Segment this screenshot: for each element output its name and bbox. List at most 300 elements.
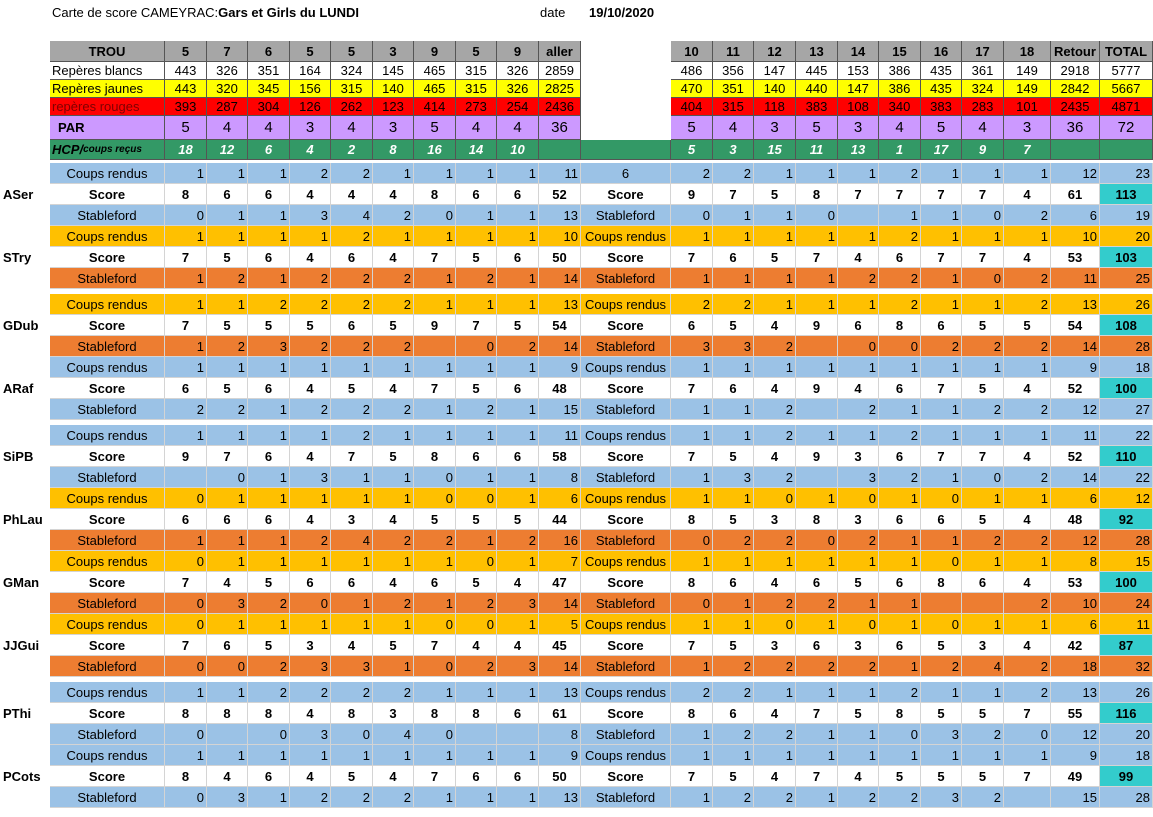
coups-value: 1: [754, 163, 796, 184]
stableford-total: 28: [1100, 530, 1153, 551]
coups-value: 1: [796, 614, 838, 635]
score-value: 4: [838, 247, 879, 268]
score-value: 4: [373, 766, 414, 787]
coups-value: 1: [1004, 551, 1051, 572]
stableford-value: 1: [165, 336, 207, 357]
coups-value: 1: [207, 226, 248, 247]
player-gap: [0, 163, 50, 184]
coups-value: 0: [838, 614, 879, 635]
coups-value: 1: [373, 745, 414, 766]
stableford-value: 2: [207, 268, 248, 289]
coups-retour: 12: [1051, 163, 1100, 184]
score-value: 6: [497, 184, 539, 205]
player-name: SiPB: [3, 449, 34, 464]
coups-value: 2: [1004, 294, 1051, 315]
stableford-value: 3: [207, 787, 248, 808]
stableford-value: 2: [754, 530, 796, 551]
coups-value: 1: [248, 745, 290, 766]
stableford-value: 0: [207, 656, 248, 677]
score-value: 6: [497, 766, 539, 787]
score-label: Score: [50, 446, 165, 467]
reperes-value: 156: [290, 80, 331, 98]
stableford-value: 1: [879, 530, 921, 551]
score-value: 5: [838, 572, 879, 593]
stableford-value: 1: [754, 268, 796, 289]
stableford-value: 2: [331, 399, 373, 420]
stableford-value: 2: [290, 336, 331, 357]
score-aller: 48: [539, 378, 581, 399]
coups-value: 1: [373, 614, 414, 635]
coups-value: 1: [497, 226, 539, 247]
reperes-value: 118: [754, 98, 796, 116]
player-total-score: 103: [1100, 247, 1153, 268]
stableford-value: 2: [1004, 336, 1051, 357]
score-value: 6: [713, 703, 754, 724]
reperes-value: 383: [921, 98, 962, 116]
par-value: 3: [290, 116, 331, 140]
coups-value: 2: [671, 163, 713, 184]
coups-value: 1: [1004, 425, 1051, 446]
score-value: 3: [290, 635, 331, 656]
score-aller: 52: [539, 184, 581, 205]
stableford-value: 0: [331, 724, 373, 745]
score-value: 6: [331, 315, 373, 336]
score-value: 5: [838, 703, 879, 724]
score-value: 4: [456, 635, 497, 656]
score-value: 7: [838, 184, 879, 205]
score-value: 9: [796, 378, 838, 399]
score-value: 4: [1004, 378, 1051, 399]
score-value: 6: [921, 315, 962, 336]
score-value: 7: [796, 247, 838, 268]
coups-value: 1: [331, 357, 373, 378]
stableford-aller: 8: [539, 467, 581, 488]
score-retour: 52: [1051, 378, 1100, 399]
coups-retour: 13: [1051, 682, 1100, 703]
title-prefix: Carte de score CAMEYRAC:: [52, 5, 219, 20]
score-value: 8: [879, 315, 921, 336]
coups-value: 1: [796, 226, 838, 247]
hcp-value: 4: [290, 140, 331, 160]
stableford-value: 1: [796, 787, 838, 808]
reperes-value: 383: [796, 98, 838, 116]
coups-retour: 11: [1051, 425, 1100, 446]
coups-value: 2: [290, 294, 331, 315]
coups-value: 1: [497, 745, 539, 766]
coups-value: 1: [962, 614, 1004, 635]
par-value: 3: [1004, 116, 1051, 140]
coups-value: 1: [207, 357, 248, 378]
title-name: Gars et Girls du LUNDI: [218, 5, 360, 20]
coups-value: 2: [290, 163, 331, 184]
coups-value: 1: [456, 425, 497, 446]
score-value: 6: [165, 378, 207, 399]
stableford-retour: 10: [1051, 593, 1100, 614]
reperes-value: 123: [373, 98, 414, 116]
header-hole-6: 3: [373, 41, 414, 62]
coups-label: Coups rendus: [50, 745, 165, 766]
stableford-value: 3: [713, 336, 754, 357]
player-gap: [0, 614, 50, 635]
coups-value: 1: [248, 614, 290, 635]
stableford-value: 2: [207, 336, 248, 357]
stableford-mid-label: Stableford: [581, 336, 671, 357]
stableford-value: 0: [1004, 724, 1051, 745]
stableford-value: 2: [796, 593, 838, 614]
coups-value: 1: [456, 163, 497, 184]
player-gap: [0, 399, 50, 420]
stableford-value: 3: [290, 656, 331, 677]
coups-value: 1: [838, 163, 879, 184]
header-hole-18: 18: [1004, 41, 1051, 62]
coups-value: 0: [414, 488, 456, 509]
coups-value: 1: [713, 551, 754, 572]
par-value: 5: [796, 116, 838, 140]
stableford-value: [497, 724, 539, 745]
coups-value: 1: [414, 551, 456, 572]
score-value: 7: [671, 247, 713, 268]
score-value: 5: [713, 509, 754, 530]
coups-aller: 9: [539, 357, 581, 378]
stableford-value: 1: [165, 268, 207, 289]
score-value: 6: [713, 378, 754, 399]
score-value: 4: [1004, 572, 1051, 593]
coups-value: 1: [290, 745, 331, 766]
stableford-mid-label: Stableford: [581, 467, 671, 488]
stableford-label: Stableford: [50, 467, 165, 488]
coups-value: 1: [962, 682, 1004, 703]
coups-value: 1: [373, 357, 414, 378]
stableford-value: 3: [207, 593, 248, 614]
reperes-aller: 2436: [539, 98, 581, 116]
par-value: 3: [754, 116, 796, 140]
coups-value: 1: [165, 163, 207, 184]
coups-value: 1: [671, 614, 713, 635]
score-value: 7: [713, 184, 754, 205]
stableford-value: [796, 336, 838, 357]
score-value: 6: [796, 635, 838, 656]
coups-value: 1: [921, 745, 962, 766]
score-value: 4: [1004, 247, 1051, 268]
stableford-value: 0: [207, 467, 248, 488]
score-value: 7: [671, 766, 713, 787]
coups-value: 1: [796, 551, 838, 572]
reperes-value: 386: [879, 80, 921, 98]
stableford-aller: 13: [539, 787, 581, 808]
coups-retour: 6: [1051, 614, 1100, 635]
score-value: 5: [373, 315, 414, 336]
score-value: 8: [165, 766, 207, 787]
stableford-value: 0: [414, 724, 456, 745]
score-value: 8: [456, 703, 497, 724]
score-mid-label: Score: [581, 635, 671, 656]
coups-value: 2: [879, 294, 921, 315]
stableford-value: 2: [962, 336, 1004, 357]
stableford-value: 0: [290, 593, 331, 614]
reperes-value: 108: [838, 98, 879, 116]
date-value: 19/10/2020: [589, 5, 655, 20]
player-gap: [0, 530, 50, 551]
coups-aller: 11: [539, 163, 581, 184]
coups-value: 1: [962, 357, 1004, 378]
coups-aller: 7: [539, 551, 581, 572]
coups-value: 2: [671, 294, 713, 315]
score-value: 8: [165, 184, 207, 205]
reperes-value: 153: [838, 62, 879, 80]
coups-mid: Coups rendus: [581, 551, 671, 572]
coups-value: 2: [331, 682, 373, 703]
stableford-value: 2: [838, 268, 879, 289]
score-value: 8: [921, 572, 962, 593]
coups-value: 1: [671, 357, 713, 378]
score-value: 7: [1004, 766, 1051, 787]
coups-value: 1: [962, 226, 1004, 247]
score-mid-label: Score: [581, 378, 671, 399]
stableford-aller: 14: [539, 268, 581, 289]
score-value: 4: [1004, 509, 1051, 530]
coups-value: 1: [713, 357, 754, 378]
coups-aller: 5: [539, 614, 581, 635]
player-name: ASer: [3, 187, 34, 202]
stableford-value: 2: [248, 593, 290, 614]
stableford-value: 1: [207, 530, 248, 551]
hcp-label-sub: coups reçus: [83, 144, 142, 155]
reperes-total: 4871: [1100, 98, 1153, 116]
stableford-value: 2: [796, 656, 838, 677]
score-value: 7: [414, 247, 456, 268]
coups-value: 1: [838, 357, 879, 378]
stableford-aller: 13: [539, 205, 581, 226]
score-aller: 61: [539, 703, 581, 724]
stableford-value: 1: [331, 467, 373, 488]
stableford-total: 28: [1100, 336, 1153, 357]
coups-value: 1: [796, 488, 838, 509]
reperes-value: 262: [331, 98, 373, 116]
score-value: 6: [879, 635, 921, 656]
score-value: 6: [414, 572, 456, 593]
coups-value: 1: [713, 614, 754, 635]
stableford-label: Stableford: [50, 268, 165, 289]
stableford-value: 1: [754, 205, 796, 226]
coups-aller: 6: [539, 488, 581, 509]
coups-value: 1: [713, 226, 754, 247]
player-gap: [0, 724, 50, 745]
coups-total: 18: [1100, 357, 1153, 378]
player-gap: [0, 682, 50, 703]
coups-value: 1: [207, 163, 248, 184]
score-value: 7: [962, 184, 1004, 205]
coups-total: 15: [1100, 551, 1153, 572]
stableford-value: 2: [1004, 467, 1051, 488]
score-aller: 54: [539, 315, 581, 336]
coups-value: 2: [373, 294, 414, 315]
stableford-value: 1: [414, 268, 456, 289]
reperes-value: 404: [671, 98, 713, 116]
stableford-value: 1: [248, 399, 290, 420]
coups-value: 2: [754, 425, 796, 446]
coups-value: 0: [414, 614, 456, 635]
coups-total: 11: [1100, 614, 1153, 635]
score-value: 6: [497, 247, 539, 268]
stableford-value: 0: [165, 787, 207, 808]
hcp-value: 13: [838, 140, 879, 160]
score-value: 5: [713, 766, 754, 787]
coups-value: 1: [962, 488, 1004, 509]
reperes-value: 126: [290, 98, 331, 116]
reperes-value: 486: [671, 62, 713, 80]
coups-value: 2: [1004, 682, 1051, 703]
score-value: 5: [373, 635, 414, 656]
par-value: 4: [879, 116, 921, 140]
stableford-value: [165, 467, 207, 488]
stableford-value: [838, 205, 879, 226]
score-value: 4: [754, 572, 796, 593]
stableford-value: 0: [879, 336, 921, 357]
coups-value: 1: [754, 551, 796, 572]
score-value: 5: [754, 247, 796, 268]
coups-value: 1: [671, 488, 713, 509]
score-value: 5: [248, 315, 290, 336]
score-value: 4: [290, 509, 331, 530]
coups-value: 1: [165, 745, 207, 766]
coups-value: 1: [1004, 357, 1051, 378]
score-label: Score: [50, 509, 165, 530]
score-value: 6: [165, 509, 207, 530]
score-value: 5: [207, 378, 248, 399]
reperes-value: 140: [754, 80, 796, 98]
stableford-value: 2: [248, 656, 290, 677]
hcp-value: 1: [879, 140, 921, 160]
par-value: 3: [373, 116, 414, 140]
coups-value: 1: [1004, 488, 1051, 509]
coups-value: 1: [331, 551, 373, 572]
coups-value: 1: [879, 745, 921, 766]
stableford-value: 2: [754, 336, 796, 357]
par-value: 4: [962, 116, 1004, 140]
score-value: 7: [414, 766, 456, 787]
header-hole-8: 5: [456, 41, 497, 62]
coups-value: 0: [456, 551, 497, 572]
stableford-value: 3: [497, 656, 539, 677]
coups-value: 1: [921, 226, 962, 247]
coups-value: 1: [456, 226, 497, 247]
coups-value: 2: [331, 294, 373, 315]
score-value: 6: [879, 378, 921, 399]
stableford-value: 2: [879, 787, 921, 808]
score-value: 5: [713, 315, 754, 336]
coups-value: 1: [207, 551, 248, 572]
coups-label: Coups rendus: [50, 551, 165, 572]
score-value: 8: [207, 703, 248, 724]
stableford-value: 3: [290, 467, 331, 488]
stableford-value: 0: [165, 724, 207, 745]
player-gap: [0, 425, 50, 446]
score-mid-label: Score: [581, 184, 671, 205]
stableford-value: 0: [671, 593, 713, 614]
hcp-value: 3: [713, 140, 754, 160]
stableford-value: 1: [671, 467, 713, 488]
score-label: Score: [50, 184, 165, 205]
coups-mid: Coups rendus: [581, 682, 671, 703]
reperes-retour: 2842: [1051, 80, 1100, 98]
stableford-value: 2: [456, 656, 497, 677]
player-gap: [0, 551, 50, 572]
coups-label: Coups rendus: [50, 682, 165, 703]
reperes-value: 149: [1004, 62, 1051, 80]
score-value: 7: [921, 446, 962, 467]
stableford-value: 0: [962, 205, 1004, 226]
coups-value: 2: [713, 682, 754, 703]
par-value: 4: [248, 116, 290, 140]
stableford-value: 0: [414, 656, 456, 677]
stableford-value: 2: [373, 530, 414, 551]
stableford-value: 2: [921, 336, 962, 357]
player-total-score: 87: [1100, 635, 1153, 656]
hcp-value: 11: [796, 140, 838, 160]
reperes-value: 435: [921, 62, 962, 80]
hcp-value: 18: [165, 140, 207, 160]
coups-value: 0: [456, 614, 497, 635]
stableford-value: 2: [713, 724, 754, 745]
hcp-label-main: HCP/: [52, 142, 84, 157]
coups-value: 1: [248, 551, 290, 572]
hcp-total: [1100, 140, 1153, 160]
hcp-value: 12: [207, 140, 248, 160]
score-value: 8: [879, 703, 921, 724]
reperes-value: 393: [165, 98, 207, 116]
score-value: 3: [838, 635, 879, 656]
reperes-total: 5777: [1100, 62, 1153, 80]
stableford-value: 2: [713, 656, 754, 677]
player-gap: [0, 787, 50, 808]
player-total-score: 92: [1100, 509, 1153, 530]
score-label: Score: [50, 635, 165, 656]
coups-total: 23: [1100, 163, 1153, 184]
coups-value: 1: [796, 163, 838, 184]
coups-value: 1: [921, 163, 962, 184]
stableford-value: 1: [838, 593, 879, 614]
stableford-value: 2: [962, 399, 1004, 420]
coups-mid: Coups rendus: [581, 425, 671, 446]
score-value: 7: [921, 184, 962, 205]
coups-value: 1: [373, 551, 414, 572]
coups-retour: 8: [1051, 551, 1100, 572]
stableford-aller: 8: [539, 724, 581, 745]
player-gap: [0, 294, 50, 315]
stableford-value: 4: [962, 656, 1004, 677]
stableford-value: 3: [921, 724, 962, 745]
coups-value: 1: [414, 357, 456, 378]
score-mid-label: Score: [581, 766, 671, 787]
score-value: 9: [671, 184, 713, 205]
stableford-value: 1: [414, 787, 456, 808]
reperes-value: 283: [962, 98, 1004, 116]
reperes-value: 443: [165, 80, 207, 98]
coups-value: 1: [497, 294, 539, 315]
score-value: 7: [165, 635, 207, 656]
stableford-value: 2: [962, 724, 1004, 745]
stableford-value: 1: [497, 787, 539, 808]
score-value: 3: [838, 509, 879, 530]
score-value: 6: [248, 446, 290, 467]
stableford-mid-label: Stableford: [581, 268, 671, 289]
score-value: 4: [290, 766, 331, 787]
stableford-value: 2: [921, 656, 962, 677]
coups-value: 1: [838, 294, 879, 315]
coups-value: 1: [713, 488, 754, 509]
reperes-value: 140: [373, 80, 414, 98]
score-value: 6: [248, 378, 290, 399]
